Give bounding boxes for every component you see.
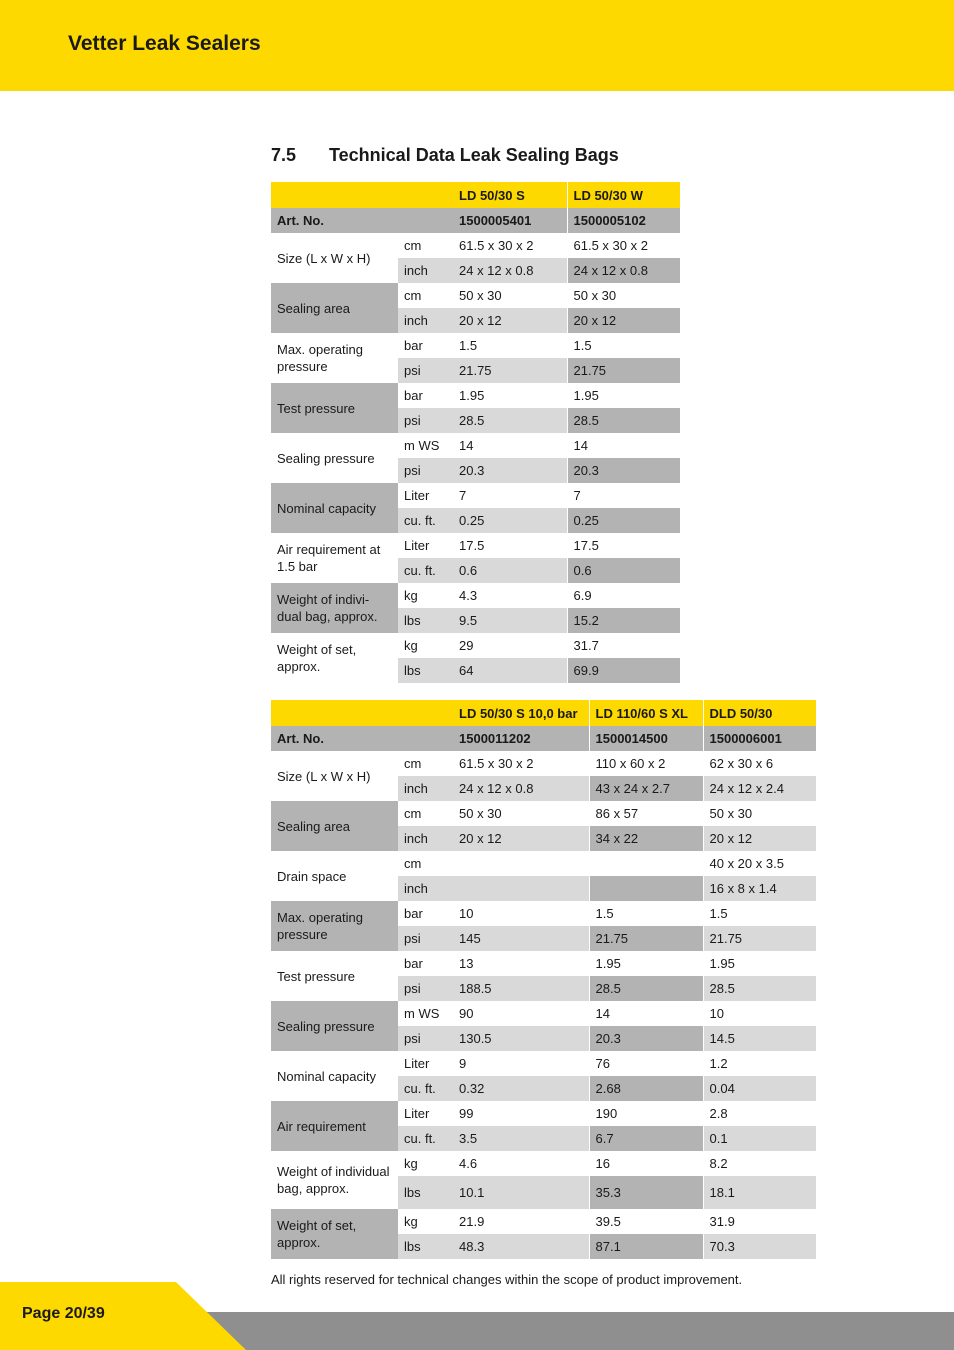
value-cell: 99 — [453, 1101, 589, 1126]
table-row — [271, 233, 680, 258]
unit-cell: cm — [398, 851, 453, 876]
row-label: Size (L x W x H) — [271, 751, 398, 801]
table-row — [271, 633, 680, 658]
value-cell: 130.5 — [453, 1026, 589, 1051]
value-cell — [589, 876, 703, 901]
value-cell: 40 x 20 x 3.5 — [703, 851, 816, 876]
unit-cell: psi — [398, 926, 453, 951]
unit-cell: cm — [398, 283, 453, 308]
unit-cell: inch — [398, 876, 453, 901]
value-cell: 6.9 — [567, 583, 680, 608]
row-label: Sealing area — [271, 283, 398, 333]
column-header: LD 50/30 S — [453, 182, 567, 208]
value-cell: 15.2 — [567, 608, 680, 633]
row-label: Drain space — [271, 851, 398, 901]
table-row — [271, 483, 680, 508]
value-cell: 21.9 — [453, 1209, 589, 1234]
table-row — [271, 901, 816, 926]
value-cell: 35.3 — [589, 1176, 703, 1209]
unit-cell: cm — [398, 233, 453, 258]
table-row — [271, 1101, 816, 1126]
value-cell: 17.5 — [453, 533, 567, 558]
section-title: Technical Data Leak Sealing Bags — [329, 145, 619, 165]
value-cell: 1.95 — [453, 383, 567, 408]
unit-cell: kg — [398, 1209, 453, 1234]
unit-cell: cm — [398, 801, 453, 826]
art-number-cell: 1500005401 — [453, 208, 567, 233]
value-cell: 21.75 — [703, 926, 816, 951]
value-cell: 2.8 — [703, 1101, 816, 1126]
row-label: Air requirement at 1.5 bar — [271, 533, 398, 583]
unit-cell: kg — [398, 583, 453, 608]
spec-table-1 — [271, 182, 680, 683]
value-cell: 7 — [453, 483, 567, 508]
table-row — [271, 283, 680, 308]
value-cell: 1.5 — [453, 333, 567, 358]
value-cell: 0.6 — [453, 558, 567, 583]
value-cell: 24 x 12 x 0.8 — [453, 258, 567, 283]
unit-cell: bar — [398, 383, 453, 408]
art-number-row — [271, 208, 680, 233]
value-cell — [453, 851, 589, 876]
value-cell: 145 — [453, 926, 589, 951]
value-cell: 0.1 — [703, 1126, 816, 1151]
table-header-row — [271, 182, 680, 208]
value-cell: 20 x 12 — [453, 308, 567, 333]
value-cell: 1.5 — [567, 333, 680, 358]
value-cell: 39.5 — [589, 1209, 703, 1234]
value-cell: 10 — [453, 901, 589, 926]
value-cell: 1.2 — [703, 1051, 816, 1076]
art-number-cell: 1500005102 — [567, 208, 680, 233]
value-cell: 8.2 — [703, 1151, 816, 1176]
value-cell: 190 — [589, 1101, 703, 1126]
row-label: Test pressure — [271, 383, 398, 433]
value-cell: 50 x 30 — [453, 283, 567, 308]
row-label: Weight of indivi-dual bag, approx. — [271, 583, 398, 633]
unit-cell: Liter — [398, 1051, 453, 1076]
value-cell: 9 — [453, 1051, 589, 1076]
value-cell: 76 — [589, 1051, 703, 1076]
unit-cell: inch — [398, 826, 453, 851]
value-cell: 1.95 — [589, 951, 703, 976]
value-cell: 61.5 x 30 x 2 — [453, 751, 589, 776]
value-cell: 0.25 — [567, 508, 680, 533]
table-row — [271, 1051, 816, 1076]
unit-cell: cu. ft. — [398, 508, 453, 533]
table-header-row — [271, 700, 816, 726]
value-cell: 16 x 8 x 1.4 — [703, 876, 816, 901]
art-number-cell: 1500014500 — [589, 726, 703, 751]
value-cell: 16 — [589, 1151, 703, 1176]
unit-cell: bar — [398, 333, 453, 358]
unit-cell: psi — [398, 358, 453, 383]
table-row — [271, 751, 816, 776]
page-number: Page 20/39 — [22, 1305, 105, 1322]
value-cell: 0.32 — [453, 1076, 589, 1101]
table-row — [271, 583, 680, 608]
unit-cell: lbs — [398, 658, 453, 683]
value-cell: 50 x 30 — [453, 801, 589, 826]
unit-cell: psi — [398, 458, 453, 483]
unit-cell: inch — [398, 776, 453, 801]
unit-cell: psi — [398, 1026, 453, 1051]
art-number-row — [271, 726, 816, 751]
column-header: LD 50/30 S 10,0 bar — [453, 700, 589, 726]
unit-cell: inch — [398, 258, 453, 283]
unit-cell: Liter — [398, 1101, 453, 1126]
spec-table-2 — [271, 700, 816, 1259]
value-cell: 28.5 — [703, 976, 816, 1001]
header-blank-cell — [398, 700, 453, 726]
row-label: Sealing area — [271, 801, 398, 851]
row-label: Nominal capacity — [271, 483, 398, 533]
value-cell: 17.5 — [567, 533, 680, 558]
value-cell: 1.5 — [703, 901, 816, 926]
value-cell: 20 x 12 — [567, 308, 680, 333]
section-number: 7.5 — [271, 145, 297, 165]
value-cell: 50 x 30 — [567, 283, 680, 308]
value-cell: 61.5 x 30 x 2 — [453, 233, 567, 258]
value-cell: 6.7 — [589, 1126, 703, 1151]
value-cell: 0.04 — [703, 1076, 816, 1101]
table-row — [271, 333, 680, 358]
row-label: Weight of set, approx. — [271, 633, 398, 683]
unit-cell: psi — [398, 408, 453, 433]
value-cell: 1.95 — [703, 951, 816, 976]
value-cell — [589, 851, 703, 876]
value-cell: 0.6 — [567, 558, 680, 583]
value-cell: 24 x 12 x 2.4 — [703, 776, 816, 801]
row-label: Sealing pressure — [271, 433, 398, 483]
value-cell: 86 x 57 — [589, 801, 703, 826]
value-cell: 87.1 — [589, 1234, 703, 1259]
unit-cell: cu. ft. — [398, 1126, 453, 1151]
column-header: DLD 50/30 — [703, 700, 816, 726]
value-cell: 0.25 — [453, 508, 567, 533]
unit-cell: Liter — [398, 533, 453, 558]
value-cell: 3.5 — [453, 1126, 589, 1151]
value-cell: 70.3 — [703, 1234, 816, 1259]
row-label: Max. operating pressure — [271, 901, 398, 951]
value-cell: 21.75 — [567, 358, 680, 383]
unit-cell: lbs — [398, 1176, 453, 1209]
unit-cell: lbs — [398, 608, 453, 633]
section-heading — [271, 145, 619, 166]
unit-cell: psi — [398, 976, 453, 1001]
value-cell: 10 — [703, 1001, 816, 1026]
value-cell: 188.5 — [453, 976, 589, 1001]
column-header: LD 50/30 W — [567, 182, 680, 208]
value-cell: 20 x 12 — [703, 826, 816, 851]
unit-cell: bar — [398, 901, 453, 926]
value-cell: 4.6 — [453, 1151, 589, 1176]
table-row — [271, 1001, 816, 1026]
table-row — [271, 1151, 816, 1176]
value-cell: 21.75 — [589, 926, 703, 951]
value-cell: 48.3 — [453, 1234, 589, 1259]
value-cell: 7 — [567, 483, 680, 508]
art-number-blank-cell — [398, 726, 453, 751]
value-cell: 20.3 — [453, 458, 567, 483]
value-cell: 29 — [453, 633, 567, 658]
value-cell: 62 x 30 x 6 — [703, 751, 816, 776]
unit-cell: kg — [398, 1151, 453, 1176]
art-number-cell: 1500006001 — [703, 726, 816, 751]
value-cell: 110 x 60 x 2 — [589, 751, 703, 776]
value-cell: 1.95 — [567, 383, 680, 408]
value-cell: 28.5 — [453, 408, 567, 433]
value-cell: 20.3 — [589, 1026, 703, 1051]
header-blank-cell — [271, 700, 398, 726]
value-cell: 64 — [453, 658, 567, 683]
unit-cell: lbs — [398, 1234, 453, 1259]
row-label: Air requirement — [271, 1101, 398, 1151]
value-cell: 20.3 — [567, 458, 680, 483]
row-label: Weight of set, approx. — [271, 1209, 398, 1259]
value-cell: 21.75 — [453, 358, 567, 383]
value-cell: 14.5 — [703, 1026, 816, 1051]
art-number-cell: 1500011202 — [453, 726, 589, 751]
table-row — [271, 851, 816, 876]
table-row — [271, 1209, 816, 1234]
row-label: Test pressure — [271, 951, 398, 1001]
value-cell: 34 x 22 — [589, 826, 703, 851]
header-bar — [0, 0, 954, 91]
value-cell: 2.68 — [589, 1076, 703, 1101]
table-row — [271, 383, 680, 408]
value-cell: 69.9 — [567, 658, 680, 683]
row-label: Sealing pressure — [271, 1001, 398, 1051]
value-cell: 4.3 — [453, 583, 567, 608]
unit-cell: bar — [398, 951, 453, 976]
column-header: LD 110/60 S XL — [589, 700, 703, 726]
value-cell — [453, 876, 589, 901]
value-cell: 28.5 — [567, 408, 680, 433]
value-cell: 9.5 — [453, 608, 567, 633]
art-number-label: Art. No. — [271, 208, 398, 233]
value-cell: 50 x 30 — [703, 801, 816, 826]
value-cell: 18.1 — [703, 1176, 816, 1209]
table-row — [271, 951, 816, 976]
unit-cell: m WS — [398, 1001, 453, 1026]
table-row — [271, 433, 680, 458]
value-cell: 14 — [567, 433, 680, 458]
art-number-label: Art. No. — [271, 726, 398, 751]
value-cell: 20 x 12 — [453, 826, 589, 851]
value-cell: 1.5 — [589, 901, 703, 926]
row-label: Size (L x W x H) — [271, 233, 398, 283]
value-cell: 61.5 x 30 x 2 — [567, 233, 680, 258]
value-cell: 14 — [453, 433, 567, 458]
value-cell: 24 x 12 x 0.8 — [453, 776, 589, 801]
value-cell: 10.1 — [453, 1176, 589, 1209]
header-blank-cell — [398, 182, 453, 208]
unit-cell: kg — [398, 633, 453, 658]
table-row — [271, 533, 680, 558]
row-label: Weight of individual bag, approx. — [271, 1151, 398, 1209]
unit-cell: cu. ft. — [398, 1076, 453, 1101]
row-label: Max. operating pressure — [271, 333, 398, 383]
value-cell: 43 x 24 x 2.7 — [589, 776, 703, 801]
value-cell: 90 — [453, 1001, 589, 1026]
row-label: Nominal capacity — [271, 1051, 398, 1101]
unit-cell: cm — [398, 751, 453, 776]
value-cell: 13 — [453, 951, 589, 976]
value-cell: 31.7 — [567, 633, 680, 658]
unit-cell: Liter — [398, 483, 453, 508]
table-row — [271, 801, 816, 826]
value-cell: 31.9 — [703, 1209, 816, 1234]
brand-title: Vetter Leak Sealers — [68, 32, 261, 55]
unit-cell: cu. ft. — [398, 558, 453, 583]
unit-cell: m WS — [398, 433, 453, 458]
header-blank-cell — [271, 182, 398, 208]
value-cell: 24 x 12 x 0.8 — [567, 258, 680, 283]
value-cell: 14 — [589, 1001, 703, 1026]
value-cell: 28.5 — [589, 976, 703, 1001]
art-number-blank-cell — [398, 208, 453, 233]
unit-cell: inch — [398, 308, 453, 333]
footnote: All rights reserved for technical changes within the scope of product improvement. — [271, 1272, 743, 1287]
